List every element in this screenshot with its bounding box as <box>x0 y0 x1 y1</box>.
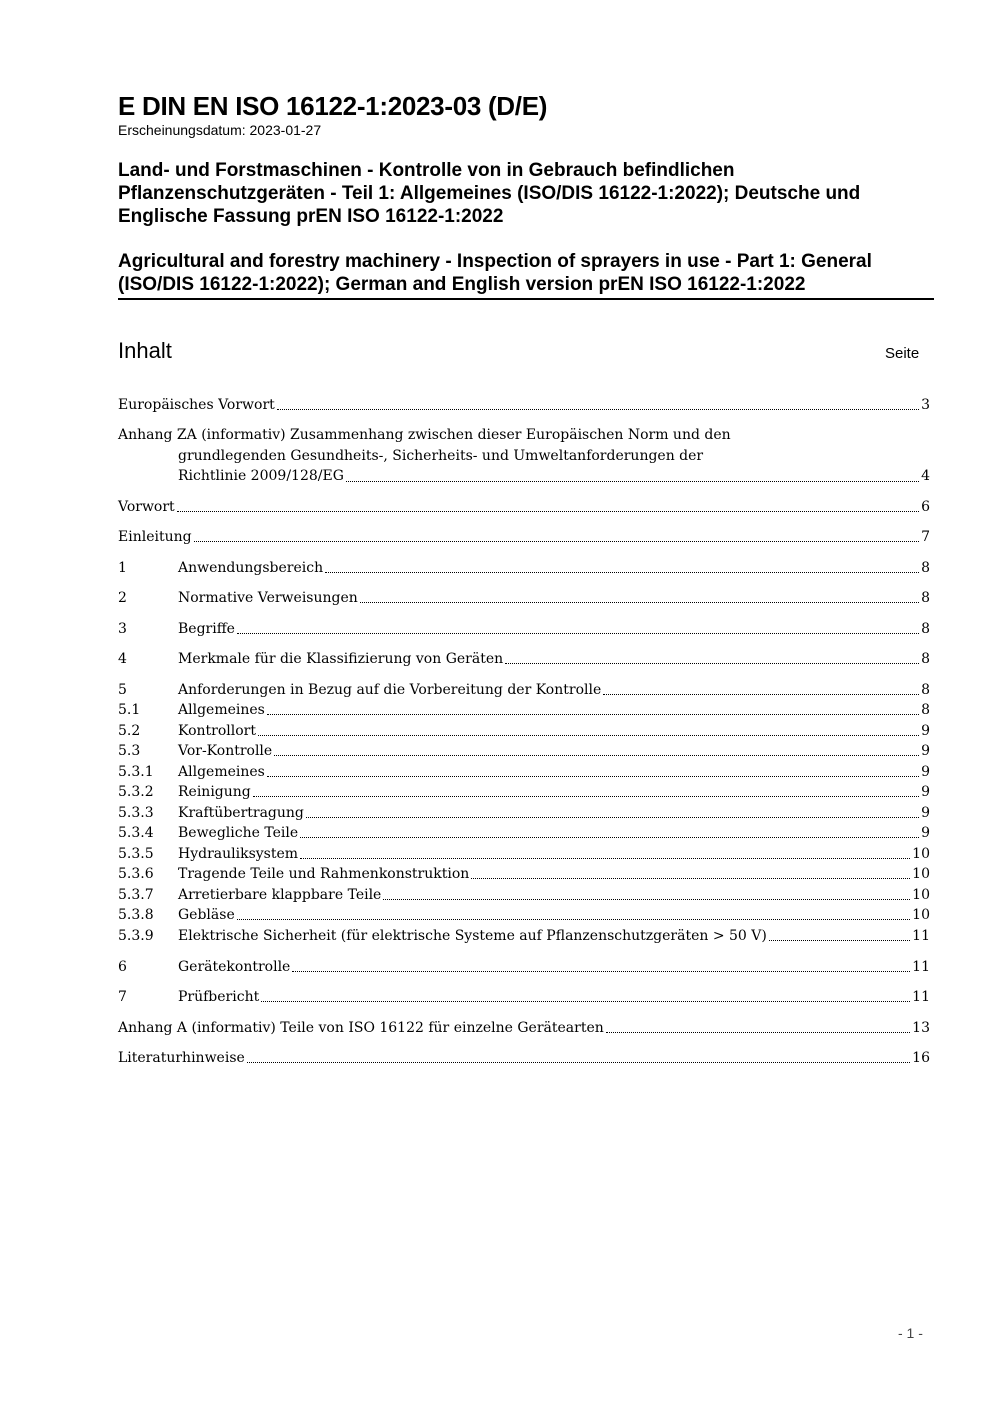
toc-entry-title: Allgemeines <box>178 702 265 718</box>
toc-entry-title: Vor-Kontrolle <box>178 743 273 759</box>
toc-entry-page: 8 <box>921 702 930 718</box>
toc-entry-page: 10 <box>912 907 930 923</box>
toc-leader-dots <box>258 735 919 736</box>
toc-entry-title: Anhang ZA (informativ) Zusammenhang zwischen dieser Europäischen Norm und den <box>118 427 731 443</box>
toc-leader-dots <box>603 694 919 695</box>
toc-entry-number: 4 <box>118 651 127 667</box>
title-german-line: Land- und Forstmaschinen - Kontrolle von in Gebrauch befindlichen <box>118 160 735 181</box>
toc-entry-page: 13 <box>912 1020 930 1036</box>
toc-entry-section-5-1[interactable] <box>118 700 930 720</box>
toc-entry-section-2[interactable] <box>118 588 930 608</box>
toc-entry-number: 5.3.9 <box>118 928 154 944</box>
toc-entry-number: 5.3.3 <box>118 805 154 821</box>
toc-entry-number: 2 <box>118 590 127 606</box>
toc-entry-page: 10 <box>912 866 930 882</box>
toc-leader-dots <box>606 1032 910 1033</box>
toc-entry-number: 5.3.1 <box>118 764 154 780</box>
toc-entry-number: 1 <box>118 560 127 576</box>
toc-entry-page: 3 <box>921 397 930 413</box>
toc-leader-dots <box>237 919 910 920</box>
toc-leader-dots <box>300 837 919 838</box>
toc-leader-dots <box>253 796 919 797</box>
toc-leader-dots <box>383 899 910 900</box>
toc-entry-section-5-3-3[interactable] <box>118 803 930 823</box>
toc-page-label: Seite <box>885 345 920 362</box>
toc-entry-page: 8 <box>921 560 930 576</box>
toc-entry-title: Allgemeines <box>178 764 265 780</box>
toc-entry-title: Kontrollort <box>178 723 256 739</box>
toc-entry-title: Tragende Teile und Rahmenkonstruktion <box>178 866 470 882</box>
toc-entry-section-5-3-7[interactable] <box>118 885 930 905</box>
toc-entry-title: Bewegliche Teile <box>178 825 299 841</box>
title-german-line: Englische Fassung prEN ISO 16122-1:2022 <box>118 206 504 227</box>
toc-entry-page: 4 <box>921 468 930 484</box>
toc-entry-page: 11 <box>912 989 930 1005</box>
toc-entry-number: 3 <box>118 621 127 637</box>
toc-entry-anhang-a[interactable] <box>118 1018 930 1038</box>
toc-entry-page: 9 <box>921 743 930 759</box>
toc-entry-page: 8 <box>921 682 930 698</box>
title-german-line: Pflanzenschutzgeräten - Teil 1: Allgemeines (ISO/DIS 16122-1:2022); Deutsche und <box>118 183 861 204</box>
toc-entry-title: Anforderungen in Bezug auf die Vorbereitung der Kontrolle <box>178 682 602 698</box>
toc-entry-number: 5.3.5 <box>118 846 154 862</box>
toc-entry-page: 9 <box>921 784 930 800</box>
toc-entry-number: 5.3.8 <box>118 907 154 923</box>
toc-entry-section-1[interactable] <box>118 558 930 578</box>
toc-leader-dots <box>267 714 919 715</box>
toc-entry-title: Literaturhinweise <box>118 1050 245 1066</box>
toc-leader-dots <box>194 541 920 542</box>
toc-entry-page: 8 <box>921 621 930 637</box>
footer-page-number: - 1 - <box>898 1325 923 1341</box>
title-german <box>118 159 934 228</box>
toc-leader-dots <box>505 663 919 664</box>
toc-leader-dots <box>306 817 919 818</box>
toc-leader-dots <box>471 878 910 879</box>
toc-entry-title: Anwendungsbereich <box>178 560 324 576</box>
title-english-line: (ISO/DIS 16122-1:2022); German and English version prEN ISO 16122-1:2022 <box>118 274 806 295</box>
toc-entry-section-5-3-2[interactable] <box>118 782 930 802</box>
toc-entry-einleitung[interactable] <box>118 527 930 547</box>
toc-entry-section-6[interactable] <box>118 957 930 977</box>
toc-leader-dots <box>769 940 910 941</box>
toc-entry-number: 5.3.2 <box>118 784 154 800</box>
toc-leader-dots <box>237 633 919 634</box>
standard-number: E DIN EN ISO 16122-1:2023-03 (D/E) <box>118 91 548 121</box>
toc-entry-section-5[interactable] <box>118 680 930 700</box>
toc-leader-dots <box>261 1001 910 1002</box>
toc-entry-section-5-3-6[interactable] <box>118 864 930 884</box>
toc-entry-literatur[interactable] <box>118 1048 930 1068</box>
toc-entry-page: 9 <box>921 764 930 780</box>
toc-entry-page: 6 <box>921 499 930 515</box>
toc-leader-dots <box>274 755 919 756</box>
toc-entry-number: 5 <box>118 682 127 698</box>
toc-entry-number: 5.3 <box>118 743 141 759</box>
toc-entry-title: Merkmale für die Klassifizierung von Geräten <box>178 651 504 667</box>
toc-entry-page: 9 <box>921 805 930 821</box>
toc-entry-title-continuation: Richtlinie 2009/128/EG <box>178 468 344 484</box>
toc-entry-number: 7 <box>118 989 127 1005</box>
toc-entry-section-5-3[interactable] <box>118 741 930 761</box>
toc-entry-title: Hydrauliksystem <box>178 846 299 862</box>
toc-entry-title: Einleitung <box>118 529 192 545</box>
toc-leader-dots <box>277 409 919 410</box>
toc-leader-dots <box>292 971 910 972</box>
toc-entry-title: Europäisches Vorwort <box>118 397 275 413</box>
toc-entry-title: Arretierbare klappbare Teile <box>178 887 382 903</box>
toc-entry-title: Reinigung <box>178 784 251 800</box>
title-english <box>118 250 934 300</box>
title-english-line: Agricultural and forestry machinery - Inspection of sprayers in use - Part 1: General <box>118 251 872 272</box>
publication-date: Erscheinungsdatum: 2023-01-27 <box>118 122 322 138</box>
toc-entry-title: Gebläse <box>178 907 235 923</box>
toc-leader-dots <box>346 481 919 482</box>
toc-entry-page: 16 <box>912 1050 930 1066</box>
toc-entry-page: 9 <box>921 723 930 739</box>
toc-entry-page: 10 <box>912 887 930 903</box>
toc-entry-page: 10 <box>912 846 930 862</box>
toc-leader-dots <box>300 858 910 859</box>
toc-entry-number: 5.3.7 <box>118 887 154 903</box>
toc-entry-section-7[interactable] <box>118 987 930 1007</box>
toc-entry-section-5-3-1[interactable] <box>118 762 930 782</box>
toc-entry-title: Begriffe <box>178 621 235 637</box>
toc-entry-section-5-3-4[interactable] <box>118 823 930 843</box>
toc-entry-section-5-3-9[interactable] <box>118 926 930 946</box>
toc-leader-dots <box>325 572 919 573</box>
toc-entry-title: Elektrische Sicherheit (für elektrische Systeme auf Pflanzenschutzgeräten > 50 V) <box>178 928 767 944</box>
toc-entry-page: 7 <box>921 529 930 545</box>
toc-entry-page: 11 <box>912 959 930 975</box>
toc-leader-dots <box>267 776 919 777</box>
toc-entry-title: Vorwort <box>118 499 175 515</box>
toc-leader-dots <box>360 602 919 603</box>
toc-entry-section-5-3-5[interactable] <box>118 844 930 864</box>
toc-entry-number: 5.2 <box>118 723 141 739</box>
toc-entry-page: 11 <box>912 928 930 944</box>
toc-entry-page: 8 <box>921 651 930 667</box>
toc-entry-title: Gerätekontrolle <box>178 959 291 975</box>
toc-entry-page: 9 <box>921 825 930 841</box>
toc-entry-vorwort[interactable] <box>118 497 930 517</box>
toc-heading: Inhalt <box>118 338 172 363</box>
toc-entry-title: Kraftübertragung <box>178 805 304 821</box>
toc-entry-vorwort-eu[interactable] <box>118 395 930 415</box>
toc-entry-title: Normative Verweisungen <box>178 590 358 606</box>
toc-entry-title: Prüfbericht <box>178 989 260 1005</box>
toc-leader-dots <box>247 1062 910 1063</box>
toc-entry-section-3[interactable] <box>118 619 930 639</box>
toc-entry-number: 5.1 <box>118 702 141 718</box>
toc-entry-page: 8 <box>921 590 930 606</box>
toc-entry-anhang-za[interactable] <box>118 425 930 487</box>
toc-entry-section-4[interactable] <box>118 649 930 669</box>
toc-entry-section-5-2[interactable] <box>118 721 930 741</box>
toc-entry-number: 6 <box>118 959 127 975</box>
toc-entry-title-continuation: grundlegenden Gesundheits-, Sicherheits- und Umweltanforderungen der <box>178 447 704 464</box>
toc-leader-dots <box>177 511 919 512</box>
toc-entry-number: 5.3.4 <box>118 825 154 841</box>
toc-entry-title: Anhang A (informativ) Teile von ISO 16122 für einzelne Gerätearten <box>118 1020 604 1036</box>
toc-entry-section-5-3-8[interactable] <box>118 905 930 925</box>
toc-entry-number: 5.3.6 <box>118 866 154 882</box>
